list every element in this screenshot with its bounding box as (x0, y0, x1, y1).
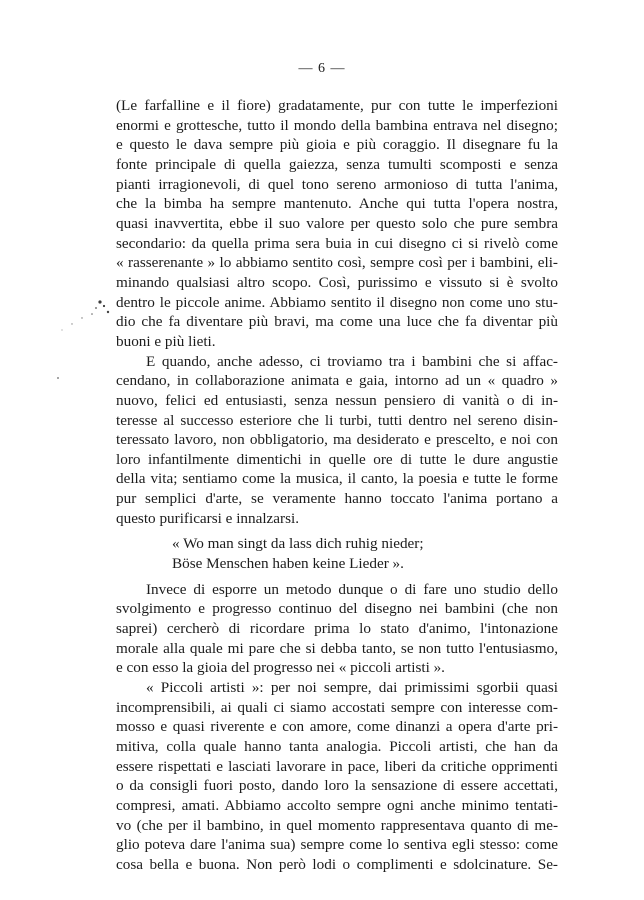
text-line: morale alla quale mi pare che si debba tanto, se non tutto l'entusiasmo, (116, 639, 558, 657)
text-line: nuovo, felici ed entusiasti, senza nessun pensiero di vanità o di in- (116, 391, 558, 409)
text-line: enormi e grottesche, tutto il mondo della bambina entrava nel disegno; (116, 116, 558, 134)
text-line: compresi, amati. Abbiamo accolto sempre ogni anche minimo tentati- (116, 796, 558, 814)
ink-specks (52, 290, 122, 380)
text-line: pur semplici d'arte, se veramente hanno toccato l'anima portano a (116, 490, 558, 508)
text-line: loro infantilmente dimentichi in quelle ore di tutte le dure angustie (116, 450, 558, 468)
text-line: mitiva, colla quale hanno tanta analogia. Piccoli artisti, che han da (116, 738, 558, 755)
verse-line: Böse Menschen haben keine Lieder ». (172, 555, 404, 573)
text-line: fonte principale di quella gaiezza, senza tumulti scomposti e senza (116, 155, 558, 173)
text-line: dio che fa diventare più bravi, ma come una luce che fa diventar più (116, 313, 558, 331)
text-line: o da consigli fuori posto, dando loro la sensazione di essere accettati, (116, 777, 558, 795)
text-line: svolgimento e progresso continuo del disegno nei bambini (che non (116, 600, 558, 618)
text-line: « rasserenante » lo abbiamo sentito così, sempre così per i bambini, eli- (116, 254, 558, 272)
text-line: incomprensibili, ai quali ci siamo accostati sempre con interesse com- (116, 698, 558, 716)
text-line: e questo le dava sempre più gioia e più coraggio. Il disegnare fu la (116, 136, 558, 154)
text-line: glio poteva dare l'anima sua) sempre come lo sentiva egli stesso: come (116, 836, 558, 854)
page-number: — 6 — (298, 61, 346, 76)
text-line: vo (che per il bambino, in quel momento rappresentava quanto di me- (116, 816, 558, 834)
text-line: saprei) cercherò di ricordare prima lo stato d'animo, l'intonazione (116, 620, 558, 638)
text-line: cosa bella e buona. Non però lodi o complimenti e sdolcinature. Se- (116, 855, 558, 873)
text-line: secondario: da quella prima sera buia in cui disegno ci si rivelò come (116, 234, 558, 252)
verse-line: « Wo man singt da lass dich ruhig nieder; (172, 535, 424, 553)
text-line: questo purificarsi e innalzarsi. (116, 509, 300, 527)
text-line: « Piccoli artisti »: per noi sempre, dai primissimi sgorbii quasi (146, 679, 558, 697)
body-text (116, 96, 558, 875)
text-line: teressato lavoro, non obbligatorio, ma desiderato e prescelto, e noi con (116, 431, 558, 449)
text-line: dentro le piccole anime. Abbiamo sentito il disegno non come uno stu- (116, 293, 558, 311)
text-line: mosso e quasi riverente e con amore, come dinanzi a opera d'arte pri- (116, 718, 558, 736)
text-line: Invece di esporre un metodo dunque o di fare uno studio dello (146, 580, 558, 598)
text-line: della vita; sentiamo come la musica, il canto, la poesia e tutte le forme (116, 470, 558, 488)
text-line: e con esso la gioia del progresso nei « piccoli artisti ». (116, 659, 445, 677)
text-line: cendano, in collaborazione animata e gaia, intorno ad un « quadro » (116, 372, 558, 390)
text-line: che la bimba ha sempre mantenuto. Anche qui tutta l'opera nostra, (116, 195, 558, 213)
text-line: (Le farfalline e il fiore) gradatamente, pur con tutte le imperfezioni (116, 97, 558, 114)
text-line: quasi inavvertita, ebbe il suo valore per questo solo che pure sembra (116, 214, 558, 232)
text-line: E quando, anche adesso, ci troviamo tra i bambini che si affac- (146, 352, 558, 370)
text-line: pianti irragionevoli, di quel tono sereno armonioso di tutta l'anima, (116, 175, 558, 193)
text-line: buoni e più lieti. (116, 332, 216, 350)
text-line: minando qualsiasi altro scopo. Così, purissimo e vissuto si è svolto (116, 273, 558, 291)
text-line: teresse al successo esteriore che li turbi, tutti dentro nel sereno disin- (116, 411, 558, 429)
text-line: essere rispettati e lasciati lavorare in pace, liberi da critiche opprimenti (116, 757, 558, 775)
